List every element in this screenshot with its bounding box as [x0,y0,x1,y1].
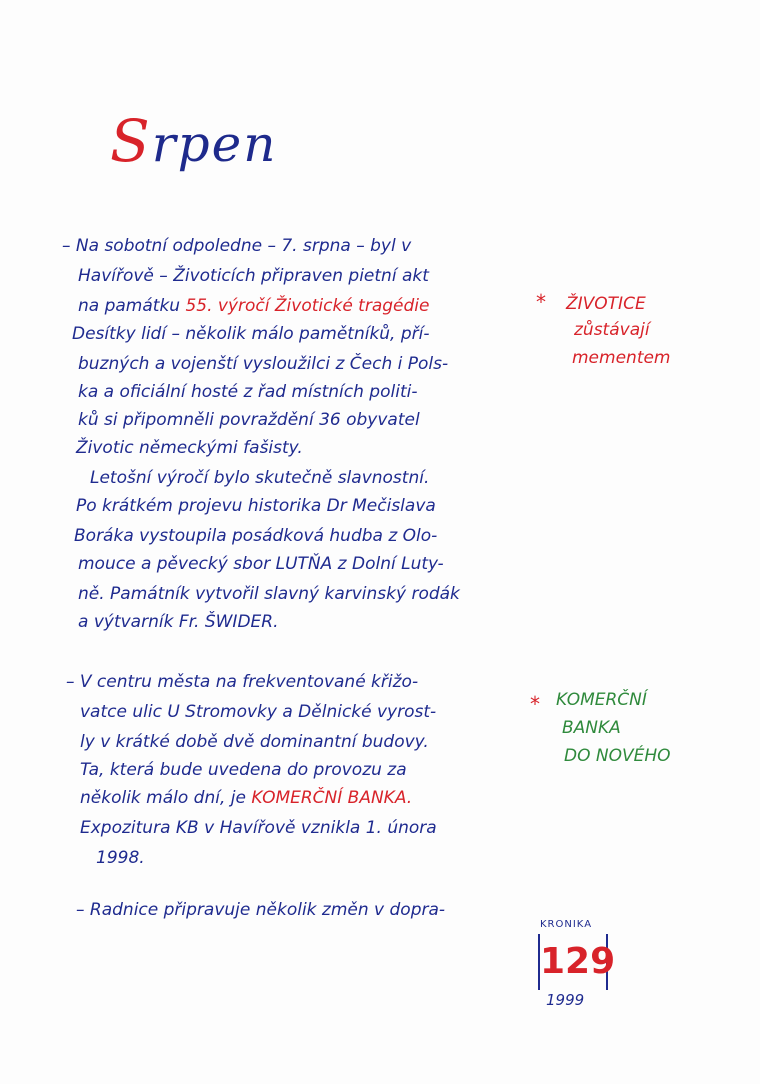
section2-line-6: Expozitura KB v Havířově vznikla 1. února [80,818,437,838]
section2-margin-note-2: BANKA [562,718,621,738]
section1-line-4: Desítky lidí – několik málo pamětníků, pří- [72,324,430,344]
section1-line-11: Boráka vystoupila posádková hudba z Olo- [74,526,438,546]
section1-line-3 [78,298,429,315]
section1-line-13: ně. Památník vytvořil slavný karvinský rodák [78,584,460,604]
section2-highlight: KOMERČNÍ BANKA. [251,788,413,808]
section2-line-2: vatce ulic U Stromovky a Dělnické vyrost- [80,702,437,722]
section1-line-8: Životic německými fašisty. [76,438,303,458]
section2-line-5 [80,790,412,807]
chronicle-stamp-label: KRONIKA [540,919,593,930]
section1-line-1: – Na sobotní odpoledne – 7. srpna – byl v [62,236,412,256]
section1-line-6: ka a oficiální hosté z řad místních politi- [78,382,418,402]
section2-line-7: 1998. [96,848,145,868]
section2-margin-note-1: KOMERČNÍ [556,690,647,710]
section1-line-3-text: na památku [78,296,181,316]
section2-line-4: Ta, která bude uvedena do provozu za [80,760,407,780]
section1-line-7: ků si připomněli povraždění 36 obyvatel [78,410,420,430]
section1-margin-note-3: mementem [572,348,671,368]
section1-line-12: mouce a pěvecký sbor LUTŇA z Dolní Luty- [78,554,444,574]
chronicle-page-number: 129 [540,941,616,982]
margin-star-2: * [530,692,540,716]
section1-margin-note-2: zůstávají [574,320,650,340]
section2-line-3: ly v krátké době dvě dominantní budovy. [80,732,429,752]
section1-highlight: 55. výročí Životické tragédie [185,296,430,316]
section1-line-2: Havířově – Životicích připraven pietní akt [78,266,429,286]
section1-line-10: Po krátkém projevu historika Dr Mečislava [76,496,436,516]
section1-line-9: Letošní výročí bylo skutečně slavnostní. [90,468,430,488]
section2-line-5-text: několik málo dní, je [80,788,246,808]
section1-margin-note-1: ŽIVOTICE [566,294,646,314]
chronicle-stamp-year: 1999 [546,991,585,1009]
section1-line-5: buzných a vojenští vysloužilci z Čech i Pols- [78,354,449,374]
margin-star-1: * [536,290,546,314]
page-title [110,107,278,175]
section1-line-14: a výtvarník Fr. ŠWIDER. [78,612,279,632]
page-title-rest: rpen [151,115,278,173]
section3-line-1: – Radnice připravuje několik změn v dopra- [76,900,446,920]
section2-line-1: – V centru města na frekventované křižo- [66,672,419,692]
page-title-initial: S [110,107,152,175]
section2-margin-note-3: DO NOVÉHO [564,746,671,766]
